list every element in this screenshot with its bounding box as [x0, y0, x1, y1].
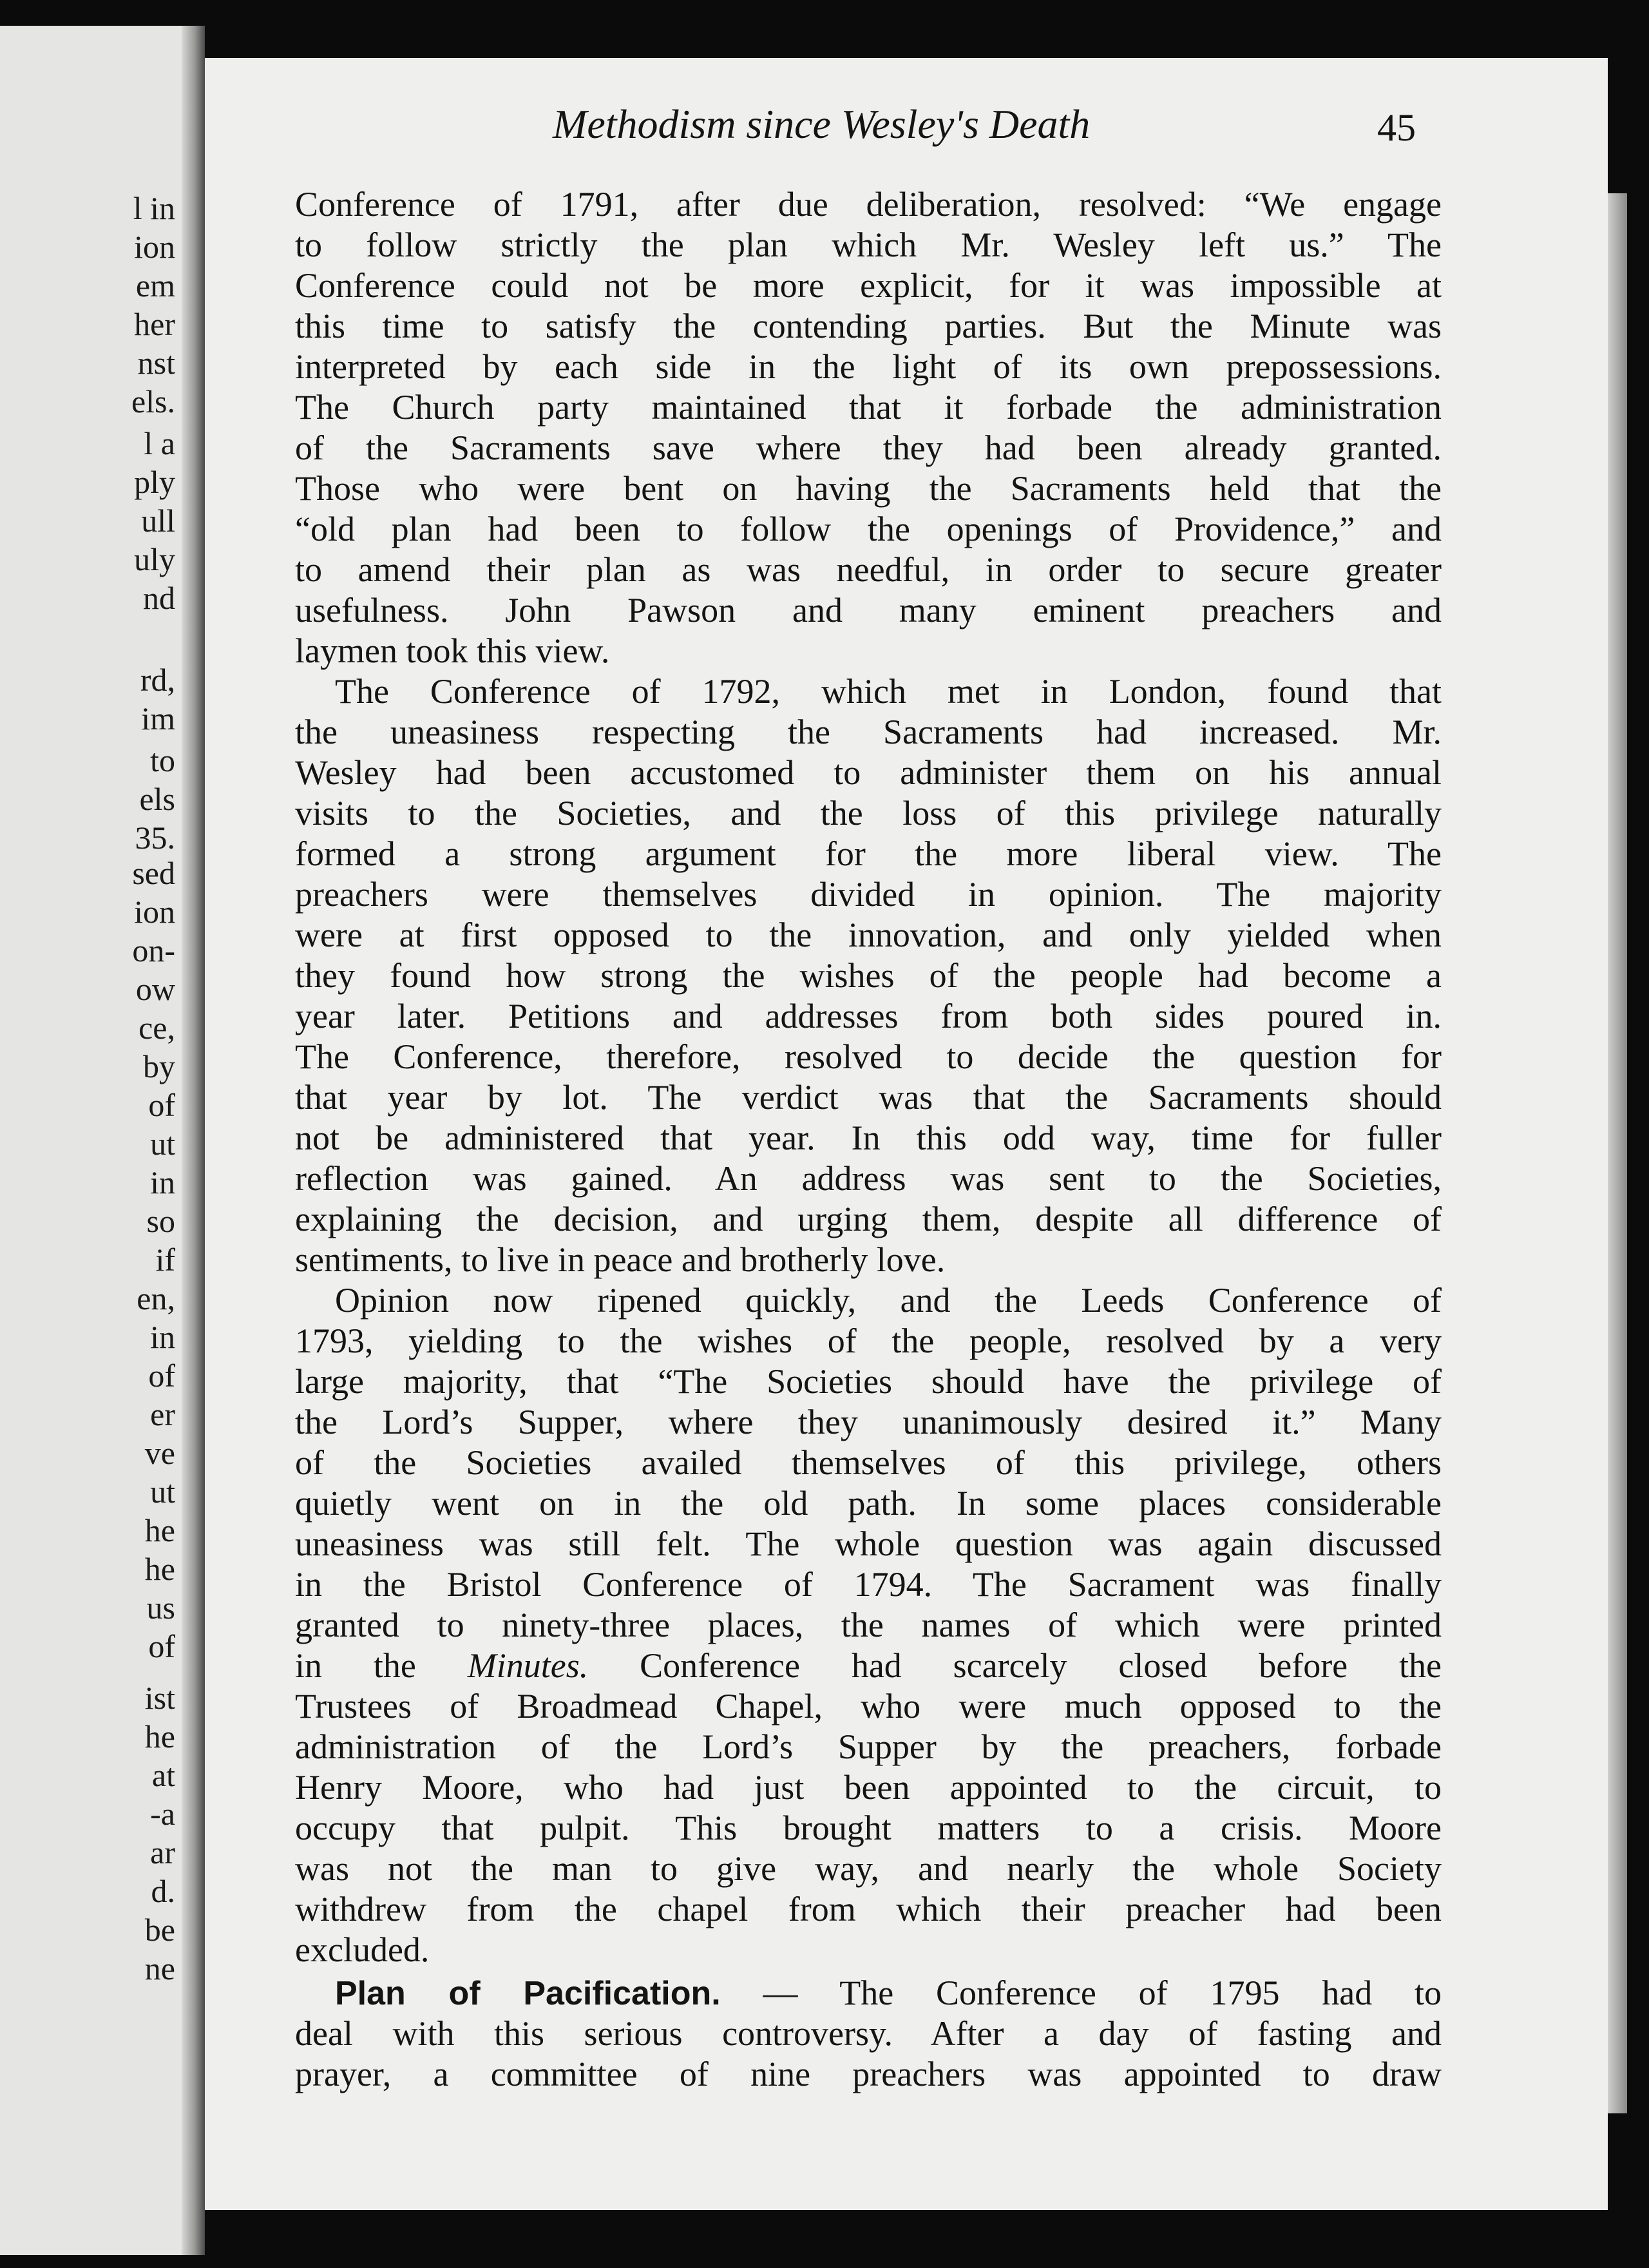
text-line: explaining the decision, and urging them, despite all difference of [295, 1200, 1442, 1238]
book-page [205, 58, 1608, 2210]
text-line: prayer, a committee of nine preachers was appointed to draw [295, 2055, 1442, 2093]
facing-page-fragment: l a [144, 425, 175, 461]
facing-page-fragment: in [150, 1164, 175, 1200]
text-line: interpreted by each side in the light of its own prepossessions. [295, 347, 1442, 386]
facing-page-fragment: ply [134, 464, 175, 500]
text-line: that year by lot. The verdict was that the Sacraments should [295, 1078, 1442, 1117]
running-title: Methodism since Wesley's Death [553, 101, 1091, 147]
text-line: not be administered that year. In this odd way, time for fuller [295, 1119, 1442, 1157]
text-line: this time to satisfy the contending parties. But the Minute was [295, 307, 1442, 345]
facing-page-fragment: of [148, 1087, 175, 1123]
text-run: Conference had scarcely closed before the [588, 1646, 1442, 1685]
facing-page-fragment: els. [131, 383, 175, 419]
text-line: administration of the Lord’s Supper by the preachers, forbade [295, 1727, 1442, 1766]
text-line: in the Bristol Conference of 1794. The Sacrament was finally [295, 1565, 1442, 1604]
text-line: to follow strictly the plan which Mr. Wesley left us.” The [295, 226, 1442, 264]
text-line: occupy that pulpit. This brought matters to a crisis. Moore [295, 1809, 1442, 1847]
facing-page-fragment: els [139, 781, 175, 817]
facing-page-fragment: he [144, 1718, 175, 1754]
text-line: laymen took this view. [295, 631, 610, 670]
facing-page-fragment: -a [150, 1796, 175, 1832]
text-line: withdrew from the chapel from which their preacher had been [295, 1890, 1442, 1928]
facing-page-fragment: by [143, 1048, 175, 1084]
text-line: The Church party maintained that it forbade the administration [295, 388, 1442, 427]
text-line: formed a strong argument for the more liberal view. The [295, 834, 1442, 873]
text-line: The Conference, therefore, resolved to decide the question for [295, 1037, 1442, 1076]
text-line: Opinion now ripened quickly, and the Leeds Conference of [335, 1281, 1442, 1320]
text-line: uneasiness was still felt. The whole question was again discussed [295, 1524, 1442, 1563]
facing-page-fragment: em [135, 267, 175, 303]
facing-page-fragment: rd, [140, 662, 175, 698]
facing-page-fragment: l in [133, 190, 175, 226]
facing-page-fragment: sed [132, 855, 175, 891]
text-line: excluded. [295, 1930, 430, 1969]
page-edge [1608, 193, 1627, 2113]
facing-page-fragment: be [144, 1912, 175, 1948]
facing-page-fragment: ar [150, 1834, 175, 1870]
facing-page-fragment: so [146, 1203, 175, 1239]
italic-text-run: Minutes. [467, 1646, 589, 1685]
facing-page-fragment: ne [144, 1950, 175, 1986]
facing-page-fragment: im [141, 700, 175, 736]
text-line: 1793, yielding to the wishes of the people, resolved by a very [295, 1321, 1442, 1360]
facing-page-fragment: he [144, 1551, 175, 1587]
text-line: large majority, that “The Societies should have the privilege of [295, 1362, 1442, 1401]
facing-page-fragment: uly [134, 541, 175, 577]
facing-page-fragment: ce, [138, 1010, 175, 1046]
text-line: Trustees of Broadmead Chapel, who were much opposed to the [295, 1687, 1442, 1725]
facing-page-fragment: d. [151, 1873, 175, 1909]
text-line: Conference could not be more explicit, for it was impossible at [295, 266, 1442, 305]
text-line: of the Societies availed themselves of this privilege, others [295, 1443, 1442, 1482]
text-line: was not the man to give way, and nearly the whole Society [295, 1849, 1442, 1888]
facing-page-fragment: nd [143, 580, 175, 616]
text-run: — The Conference of 1795 had to [720, 1974, 1442, 2012]
facing-page-fragment: on- [132, 932, 175, 968]
text-line: preachers were themselves divided in opinion. The majority [295, 875, 1442, 914]
section-heading: Plan of Pacification. [335, 1975, 721, 2012]
facing-page-fragment: her [134, 306, 175, 342]
page-number: 45 [1377, 106, 1416, 149]
text-line: reflection was gained. An address was sent to the Societies, [295, 1159, 1442, 1198]
text-line [335, 1975, 1442, 2010]
facing-page-fragment: if [155, 1242, 175, 1278]
facing-page-fragment: ut [150, 1474, 175, 1510]
text-line: Those who were bent on having the Sacraments held that the [295, 469, 1442, 508]
text-line: the Lord’s Supper, where they unanimously desired it.” Many [295, 1403, 1442, 1441]
text-line: of the Sacraments save where they had been already granted. [295, 428, 1442, 467]
text-line: were at first opposed to the innovation, and only yielded when [295, 916, 1442, 954]
book-gutter [182, 26, 205, 2255]
text-line: Henry Moore, who had just been appointed to the circuit, to [295, 1768, 1442, 1807]
text-line: The Conference of 1792, which met in London, found that [335, 672, 1442, 711]
text-line: Conference of 1791, after due deliberation, resolved: “We engage [295, 185, 1442, 224]
left-facing-page [0, 26, 182, 2255]
text-line: Wesley had been accustomed to administer them on his annual [295, 753, 1442, 792]
facing-page-fragment: at [151, 1757, 175, 1793]
text-line: they found how strong the wishes of the people had become a [295, 956, 1442, 995]
facing-page-fragment: ow [135, 971, 175, 1007]
text-line: sentiments, to live in peace and brotherly love. [295, 1240, 946, 1279]
facing-page-fragment: he [144, 1512, 175, 1548]
facing-page-fragment: of [148, 1358, 175, 1394]
facing-page-fragment: ut [150, 1126, 175, 1162]
facing-page-fragment: ve [144, 1435, 175, 1471]
text-line: usefulness. John Pawson and many eminent preachers and [295, 591, 1442, 629]
text-run: in the [295, 1646, 468, 1685]
text-line: the uneasiness respecting the Sacraments had increased. Mr. [295, 713, 1442, 751]
text-line [295, 1648, 1442, 1683]
facing-page-fragment: of [148, 1628, 175, 1664]
facing-page-fragment: ion [134, 894, 175, 930]
page-header [205, 101, 1608, 152]
facing-page-fragment: to [150, 742, 175, 778]
text-line: “old plan had been to follow the openings of Providence,” and [295, 510, 1442, 548]
facing-page-fragment: us [146, 1590, 175, 1626]
facing-page-fragment: in [150, 1319, 175, 1355]
text-line: year later. Petitions and addresses from both sides poured in. [295, 997, 1442, 1035]
facing-page-fragment: ull [141, 503, 175, 539]
facing-page-fragment: ist [144, 1680, 175, 1716]
facing-page-fragment: en, [137, 1280, 175, 1316]
facing-page-fragment: er [150, 1396, 175, 1432]
text-line: to amend their plan as was needful, in order to secure greater [295, 550, 1442, 589]
text-line: deal with this serious controversy. After a day of fasting and [295, 2014, 1442, 2053]
text-line: visits to the Societies, and the loss of this privilege naturally [295, 794, 1442, 832]
text-line: quietly went on in the old path. In some places considerable [295, 1484, 1442, 1523]
facing-page-fragment: ion [134, 229, 175, 265]
facing-page-fragment: 35. [135, 820, 175, 856]
facing-page-fragment: nst [137, 345, 175, 381]
text-line: granted to ninety-three places, the names of which were printed [295, 1606, 1442, 1644]
